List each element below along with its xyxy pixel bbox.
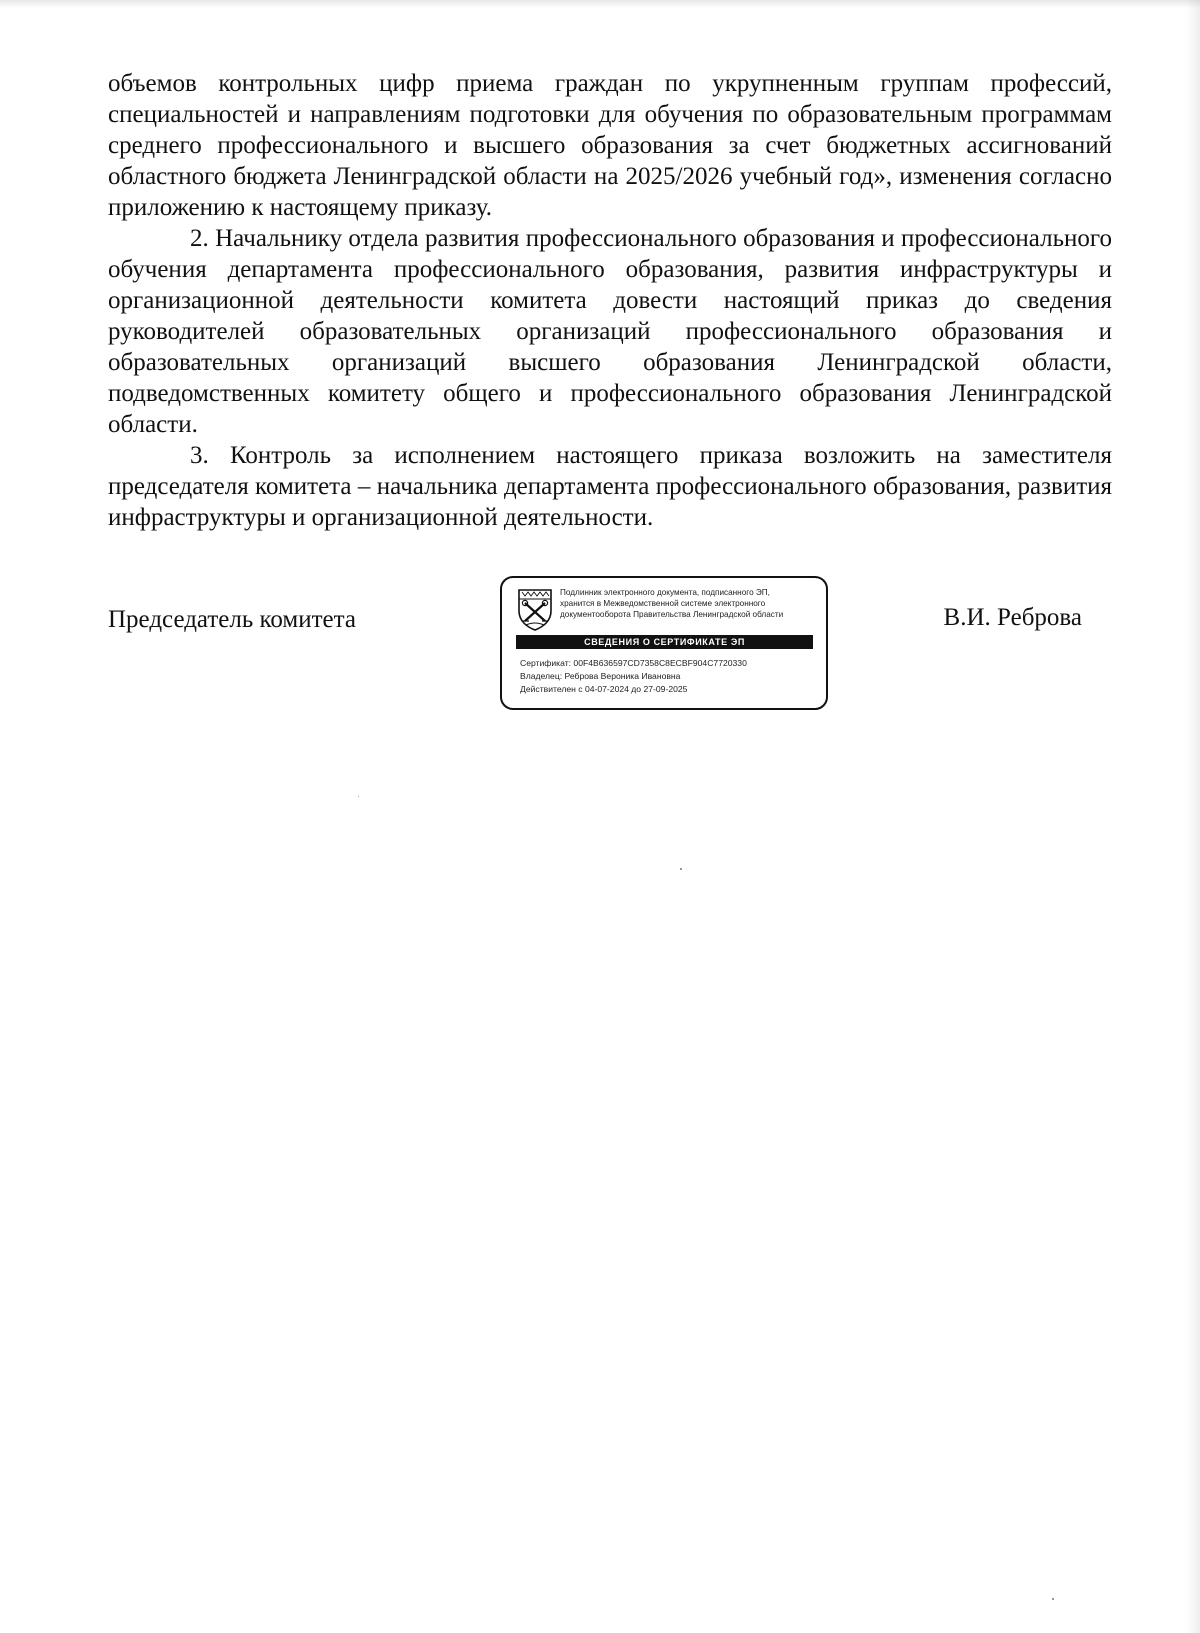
certificate-owner: Владелец: Реброва Вероника Ивановна — [520, 671, 681, 681]
certificate-validity: Действителен с 04-07-2024 до 27-09-2025 — [520, 684, 688, 694]
paragraph-item-3: 3. Контроль за исполнением настоящего приказа возложить на заместителя председателя комитета – начальника департамента профессионального образования, развития инфраструктуры и организационной деятельности. — [108, 442, 1112, 531]
paragraph-continuation: объемов контрольных цифр приема граждан по укрупненным группам профессий, специальностей и направлениям подготовки для обучения по образовательным программам среднего профессионального и высшего образования за счет бюджетных ассигнований областного бюджета Ленинградской области на 2025/2026 учебный год», изменения согласно приложению к настоящему приказу. — [108, 70, 1112, 221]
paragraph-item-2: 2. Начальнику отдела развития профессионального образования и профессионального обучения департамента профессионального образования, развития инфраструктуры и организационной деятельности комитета довести настоящий приказ до сведения руководителей образовательных организаций профессионального образования и образовательных организаций высшего образования Ленинградской области, подведомственных комитету общего и профессионального образования Ленинградской области. — [108, 225, 1112, 438]
scan-speck — [680, 868, 682, 870]
signature-block — [108, 574, 1112, 724]
certificate-number: Сертификат: 00F4B636597CD7358C8ECBF904C7720330 — [520, 658, 747, 668]
certificate-info-bar: СВЕДЕНИЯ О СЕРТИФИКАТЕ ЭП — [516, 635, 813, 649]
stamp-header-line: хранится в Межведомственной системе электронного — [560, 599, 766, 608]
coat-of-arms-icon — [516, 587, 554, 631]
document-body — [108, 68, 1112, 533]
signatory-title: Председатель комитета — [108, 606, 356, 633]
scan-edge-top — [0, 0, 1200, 8]
stamp-header-line: Подлинник электронного документа, подписанного ЭП, — [560, 588, 770, 597]
stamp-header — [560, 587, 822, 620]
scan-speck — [358, 796, 359, 797]
electronic-signature-stamp — [500, 576, 828, 710]
stamp-header-line: документооборота Правительства Ленинградской области — [560, 610, 784, 619]
certificate-details — [520, 657, 820, 696]
signatory-name: В.И. Реброва — [943, 604, 1082, 631]
scan-speck — [1052, 1598, 1054, 1600]
scan-edge-right — [1186, 0, 1200, 1633]
